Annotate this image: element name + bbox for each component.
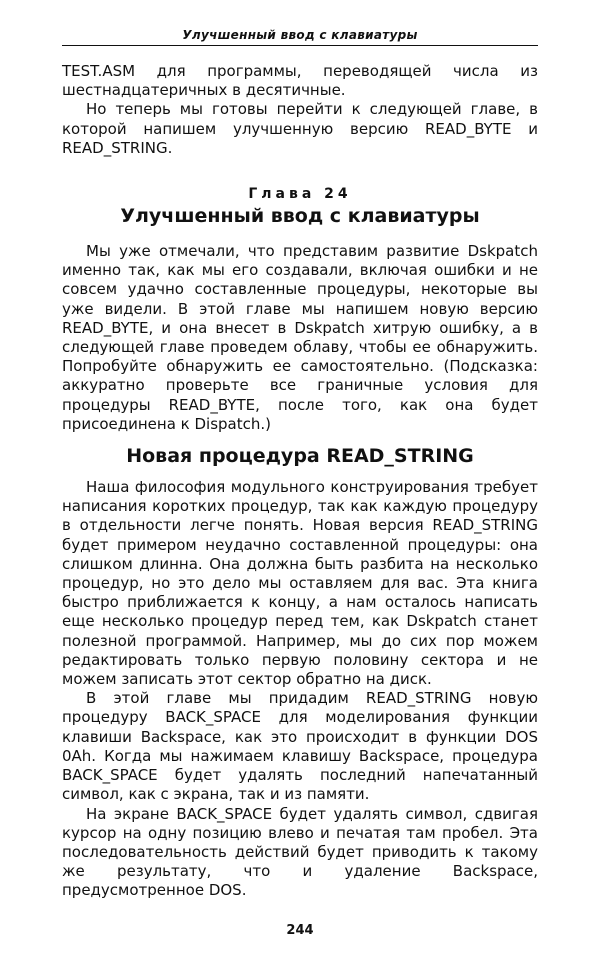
running-head: Улучшенный ввод с клавиатуры xyxy=(62,28,538,46)
section-title: Новая процедура READ_STRING xyxy=(126,445,474,468)
page-number: 244 xyxy=(286,923,314,938)
book-page xyxy=(62,28,538,948)
chapter-title: Улучшенный ввод с клавиатуры xyxy=(120,205,480,228)
section-paragraph-1: Наша философия модульного конструирования требует написания коротких процедур, так как каждую процедуру в отдельности легче понять. Новая версия READ_STRING будет примером неудачно составленной процедуры: она слишком длинна. Она должна быть разбита на несколько процедур, но это дело мы оставляем для вас. Эта книга быстро приближается к концу, а нам осталось написать еще несколько процедур перед тем, как Dskpatch станет полезной программой. Например, мы до сих пор можем редактировать только первую половину сектора и не можем записать этот сектор обратно на диск. xyxy=(62,478,538,689)
chapter-intro-paragraph: Мы уже отмечали, что представим развитие Dskpatch именно так, как мы его создавали, включая ошибки и не совсем удачно составленные процедуры, некоторые вы уже видели. В этой главе мы напишем новую версию READ_BYTE, и она внесет в Dskpatch хитрую ошибку, а в следующей главе проведем облаву, чтобы ее обнаружить. Попробуйте обнаружить ее самостоятельно. (Подсказка: аккуратно проверьте все граничные условия для процедуры READ_BYTE, после того, как она будет присоединена к Dispatch.) xyxy=(62,242,538,433)
section-paragraph-2: В этой главе мы придадим READ_STRING новую процедуру BACK_SPACE для моделирования функции клавиши Backspace, как это происходит в функции DOS 0Ah. Когда мы нажимаем клавишу Backspace, процедура BACK_SPACE будет удалять последний напечатанный символ, как с экрана, так и из памяти. xyxy=(62,689,538,804)
chapter-number: Глава 24 xyxy=(248,186,352,203)
intro-paragraph-2: Но теперь мы готовы перейти к следующей главе, в которой напишем улучшенную версию READ_BYTE и READ_STRING. xyxy=(62,100,538,157)
intro-paragraph-1: TEST.ASM для программы, переводящей числа из шестнадцатеричных в десятичные. xyxy=(62,62,538,100)
chapter-heading xyxy=(62,184,538,228)
section-paragraph-3: На экране BACK_SPACE будет удалять символ, сдвигая курсор на одну позицию влево и печатая там пробел. Эта последовательность действий будет приводить к такому же результату, что и удаление Backspace, предусмотренное DOS. xyxy=(62,804,538,900)
